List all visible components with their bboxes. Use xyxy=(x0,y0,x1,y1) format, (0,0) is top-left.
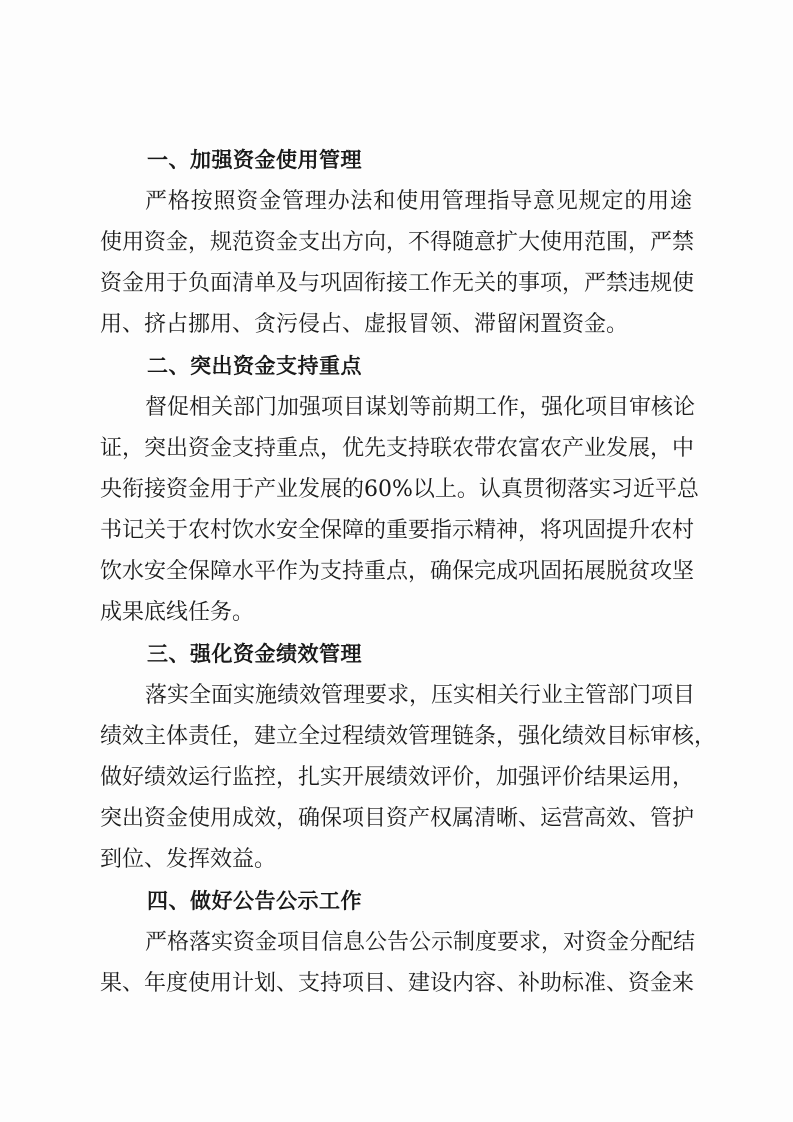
paragraph-line: 严格按照资金管理办法和使用管理指导意见规定的用途 xyxy=(145,189,692,214)
paragraph-line: 果、年度使用计划、支持项目、建设内容、补助标准、资金来 xyxy=(100,971,695,996)
section-heading-3: 三、强化资金绩效管理 xyxy=(147,642,362,666)
paragraph-line: 督促相关部门加强项目谋划等前期工作，强化项目审核论 xyxy=(145,395,696,420)
paragraph-line: 到位、发挥效益。 xyxy=(100,847,277,872)
paragraph-line: 做好绩效运行监控，扎实开展绩效评价，加强评价结果运用， xyxy=(100,765,695,790)
paragraph-line: 严格落实资金项目信息公告公示制度要求，对资金分配结 xyxy=(145,930,696,955)
paragraph-line: 绩效主体责任，建立全过程绩效管理链条，强化绩效目标审核， xyxy=(100,724,717,749)
section-heading-4: 四、做好公告公示工作 xyxy=(147,889,362,913)
section-heading-2: 二、突出资金支持重点 xyxy=(147,354,362,378)
paragraph-line: 证，突出资金支持重点，优先支持联农带农富农产业发展，中 xyxy=(100,436,695,461)
paragraph-line: 用、挤占挪用、贪污侵占、虚报冒领、滞留闲置资金。 xyxy=(100,312,629,337)
paragraph-line: 书记关于农村饮水安全保障的重要指示精神，将巩固提升农村 xyxy=(100,518,695,543)
paragraph-line: 央衔接资金用于产业发展的60%以上。认真贯彻落实习近平总 xyxy=(100,477,699,502)
paragraph-line: 突出资金使用成效，确保项目资产权属清晰、运营高效、管护 xyxy=(100,806,695,831)
paragraph-line: 饮水安全保障水平作为支持重点，确保完成巩固拓展脱贫攻坚 xyxy=(100,559,695,584)
section-heading-1: 一、加强资金使用管理 xyxy=(147,148,362,172)
paragraph-line: 落实全面实施绩效管理要求，压实相关行业主管部门项目 xyxy=(145,683,696,708)
paragraph-line: 资金用于负面清单及与巩固衔接工作无关的事项，严禁违规使 xyxy=(100,271,695,296)
paragraph-line: 使用资金，规范资金支出方向，不得随意扩大使用范围，严禁 xyxy=(100,230,695,255)
paragraph-line: 成果底线任务。 xyxy=(100,600,255,625)
